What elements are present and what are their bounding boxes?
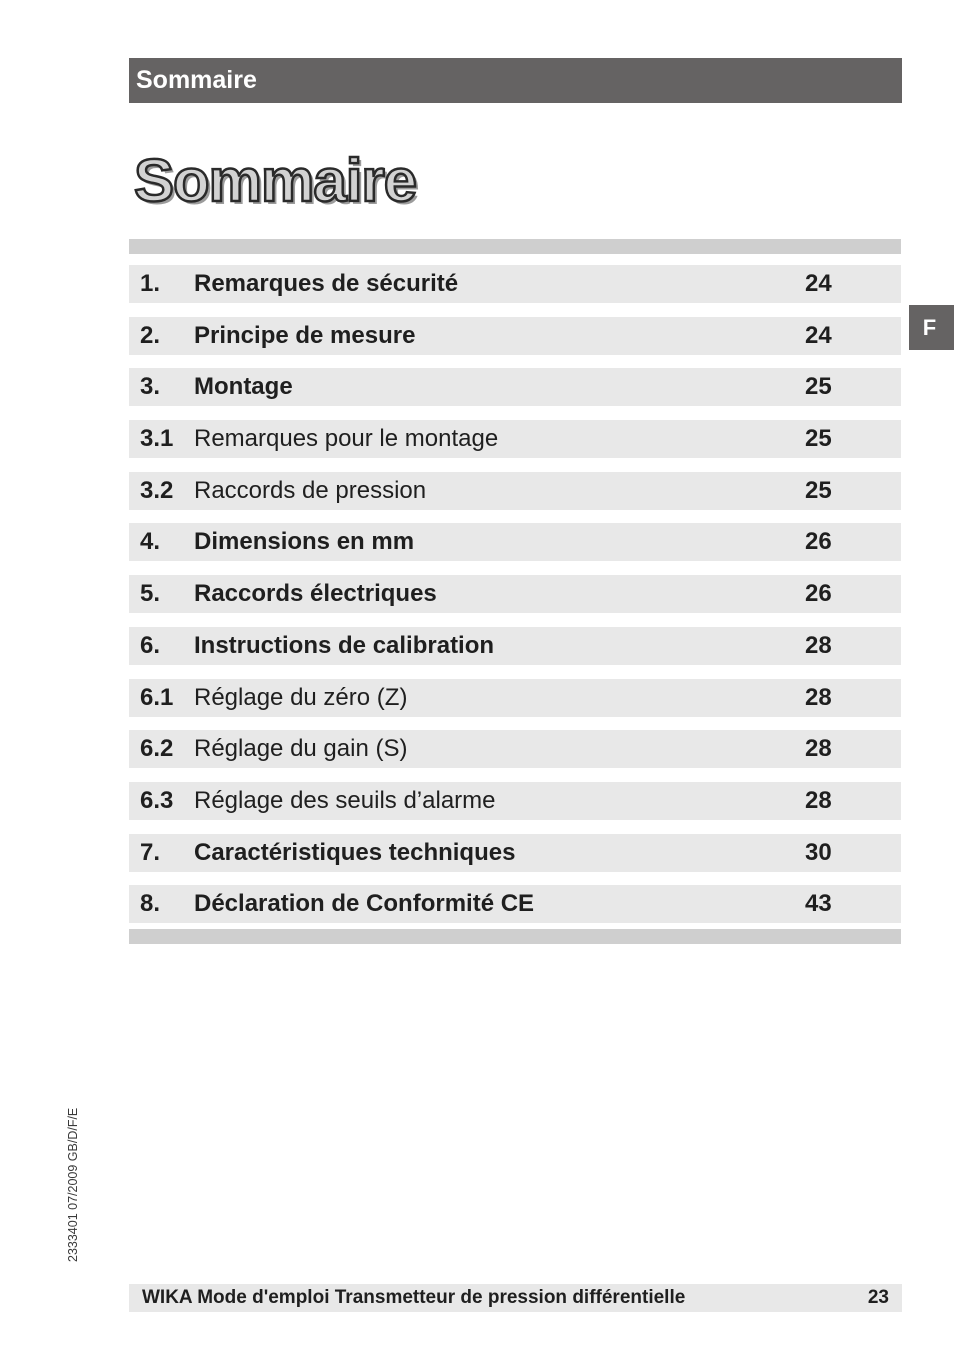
table-of-contents: [129, 265, 901, 937]
toc-page: 26: [805, 528, 832, 556]
page-title: Sommaire: [134, 147, 417, 214]
toc-title: Déclaration de Conformité CE: [194, 890, 535, 918]
toc-row[interactable]: [129, 523, 901, 561]
toc-row[interactable]: [129, 317, 901, 355]
toc-row[interactable]: [129, 885, 901, 923]
toc-row[interactable]: [129, 730, 901, 768]
toc-title: Réglage du zéro (Z): [194, 683, 408, 711]
toc-title: Réglage du gain (S): [194, 735, 408, 763]
document-code: 2333401 07/2009 GB/D/F/E: [66, 1107, 80, 1262]
toc-row[interactable]: [129, 368, 901, 406]
toc-page: 25: [805, 476, 832, 504]
page-footer: [129, 1284, 902, 1312]
toc-title: Caractéristiques techniques: [194, 838, 516, 866]
toc-row[interactable]: [129, 782, 901, 820]
toc-bottom-rule: [129, 929, 901, 944]
toc-number: 2.: [140, 321, 161, 349]
language-tab[interactable]: F: [909, 305, 954, 350]
toc-title: Instructions de calibration: [194, 631, 495, 659]
toc-top-rule: [129, 239, 901, 254]
toc-title: Principe de mesure: [194, 321, 416, 349]
toc-number: 6.2: [140, 735, 174, 763]
toc-number: 5.: [140, 580, 161, 608]
toc-number: 1.: [140, 270, 161, 297]
toc-page: 43: [805, 890, 832, 918]
toc-page: 28: [805, 683, 832, 711]
toc-title: Remarques de sécurité: [194, 270, 459, 297]
toc-row[interactable]: [129, 265, 901, 303]
toc-number: 7.: [140, 838, 161, 866]
toc-page: 30: [805, 838, 832, 866]
toc-number: 6.3: [140, 786, 174, 814]
toc-title: Dimensions en mm: [194, 528, 415, 556]
toc-title: Remarques pour le montage: [194, 425, 499, 453]
toc-number: 8.: [140, 890, 161, 918]
toc-page: 24: [805, 270, 832, 297]
section-header-title: Sommaire: [136, 66, 257, 94]
toc-number: 3.1: [140, 425, 174, 453]
toc-row[interactable]: [129, 575, 901, 613]
toc-page: 24: [805, 321, 832, 349]
toc-number: 3.: [140, 373, 161, 401]
toc-number: 6.: [140, 631, 161, 659]
toc-title: Réglage des seuils d’alarme: [194, 786, 496, 814]
toc-page: 25: [805, 373, 832, 401]
toc-row[interactable]: [129, 420, 901, 458]
toc-number: 3.2: [140, 476, 174, 504]
toc-page: 28: [805, 735, 832, 763]
section-header-bar: [129, 58, 902, 103]
toc-row[interactable]: [129, 834, 901, 872]
toc-row[interactable]: [129, 679, 901, 717]
toc-page: 28: [805, 631, 832, 659]
toc-title: Raccords électriques: [194, 580, 437, 608]
toc-number: 6.1: [140, 683, 174, 711]
toc-page: 25: [805, 425, 832, 453]
toc-page: 26: [805, 580, 832, 608]
toc-number: 4.: [140, 528, 161, 556]
toc-row[interactable]: [129, 472, 901, 510]
footer-text: WIKA Mode d'emploi Transmetteur de pression différentielle: [142, 1287, 686, 1308]
toc-row[interactable]: [129, 627, 901, 665]
toc-title: Raccords de pression: [194, 476, 427, 504]
toc-page: 28: [805, 786, 832, 814]
page-number: 23: [867, 1287, 889, 1308]
toc-title: Montage: [194, 373, 293, 401]
